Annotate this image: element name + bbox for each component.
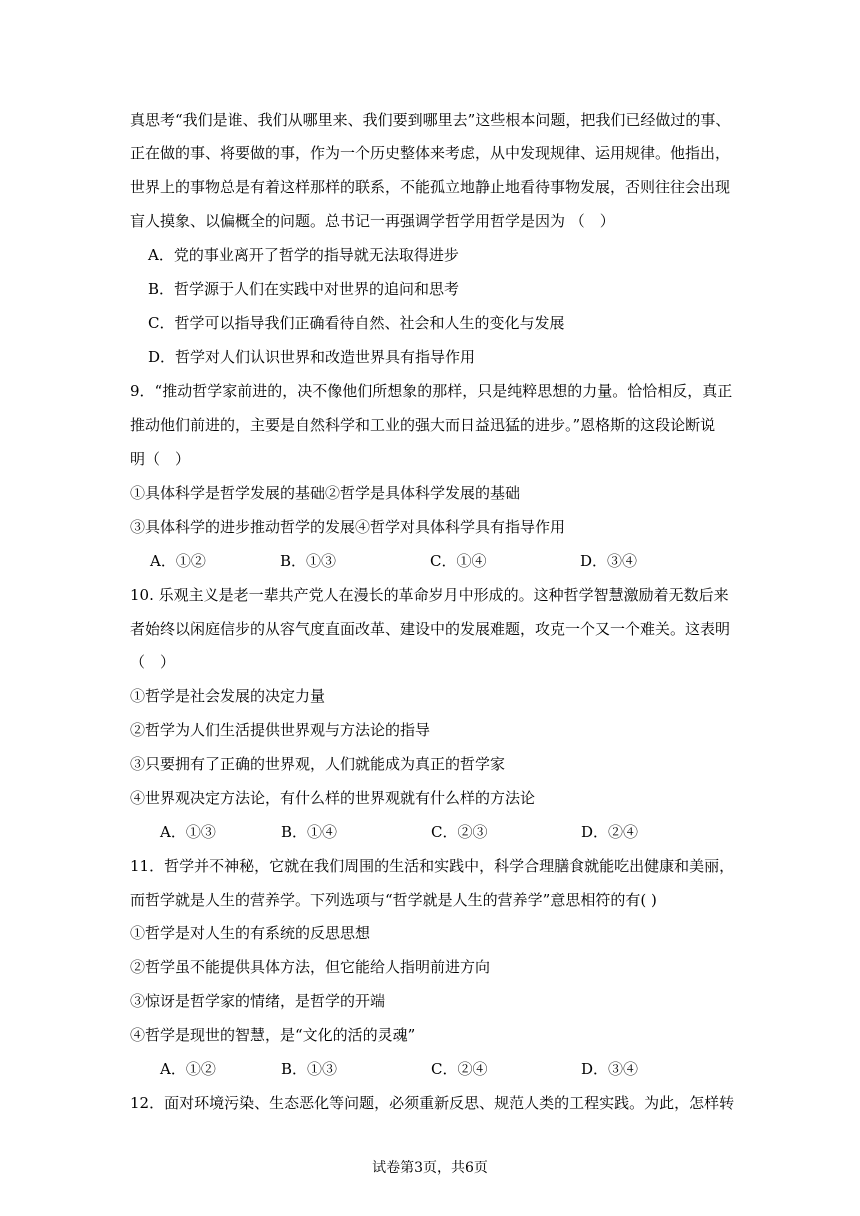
question-11-statement: ③惊讶是哲学家的情绪，是哲学的开端	[130, 992, 386, 1010]
choice-b: B．①④	[281, 823, 338, 841]
question-8-line: 正在做的事、将要做的事，作为一个历史整体来考虑，从中发现规律、运用规律。他指出，	[130, 144, 731, 162]
question-8-line: 世界上的事物总是有着这样那样的联系，不能孤立地静止地看待事物发展，否则往往会出现	[130, 178, 731, 196]
question-8-option-b: B．哲学源于人们在实践中对世界的追问和思考	[148, 280, 460, 298]
choice-a: A．①③	[160, 823, 216, 841]
question-10-line: 者始终以闲庭信步的从容气度直面改革、建设中的发展难题，攻克一个又一个难关。这表明	[130, 620, 731, 638]
question-10-statement: ④世界观决定方法论，有什么样的世界观就有什么样的方法论	[130, 789, 536, 807]
choice-a: A．①②	[150, 552, 206, 570]
choice-c: C．②③	[431, 823, 488, 841]
question-10-statement: ③只要拥有了正确的世界观，人们就能成为真正的哲学家	[130, 755, 506, 773]
question-11-choices	[0, 1059, 860, 1079]
question-8-option-a: A．党的事业离开了哲学的指导就无法取得进步	[148, 246, 459, 264]
question-10-line: 10. 乐观主义是老一辈共产党人在漫长的革命岁月中形成的。这种哲学智慧激励着无数后来	[130, 586, 729, 604]
question-10-statement: ②哲学为人们生活提供世界观与方法论的指导	[130, 721, 431, 739]
question-11-statement: ④哲学是现世的智慧，是“文化的活的灵魂”	[130, 1026, 416, 1044]
question-9-statement: ③具体科学的进步推动哲学的发展④哲学对具体科学具有指导作用	[130, 518, 566, 536]
question-10-choices	[0, 822, 860, 842]
question-9-line: 9．“推动哲学家前进的，决不像他们所想象的那样，只是纯粹思想的力量。恰恰相反，真正	[130, 382, 733, 400]
choice-b: B．①③	[280, 552, 337, 570]
choice-d: D．③④	[581, 1060, 639, 1078]
choice-d: D．②④	[581, 823, 639, 841]
question-12-line: 12．面对环境污染、生态恶化等问题，必须重新反思、规范人类的工程实践。为此，怎样转	[130, 1094, 735, 1112]
question-10-statement: ①哲学是社会发展的决定力量	[130, 687, 326, 705]
question-8-option-d: D．哲学对人们认识世界和改造世界具有指导作用	[148, 348, 476, 366]
choice-a: A．①②	[160, 1060, 216, 1078]
question-10-line: （ ）	[130, 653, 176, 671]
question-9-choices	[0, 551, 860, 571]
question-11-statement: ②哲学虽不能提供具体方法，但它能给人指明前进方向	[130, 958, 491, 976]
choice-b: B．①③	[281, 1060, 338, 1078]
question-8-option-c: C．哲学可以指导我们正确看待自然、社会和人生的变化与发展	[148, 314, 565, 332]
question-11-statement: ①哲学是对人生的有系统的反思思想	[130, 924, 371, 942]
question-8-line: 真思考“我们是谁、我们从哪里来、我们要到哪里去”这些根本问题，把我们已经做过的事、	[130, 111, 731, 129]
choice-c: C．①④	[430, 552, 487, 570]
choice-d: D．③④	[580, 552, 638, 570]
question-9-statement: ①具体科学是哲学发展的基础②哲学是具体科学发展的基础	[130, 484, 521, 502]
question-11-line: 而哲学就是人生的营养学。下列选项与“哲学就是人生的营养学”意思相符的有( )	[130, 891, 657, 909]
choice-c: C．②④	[431, 1060, 488, 1078]
page-footer: 试卷第3页，共6页	[372, 1160, 488, 1176]
question-8-line: 盲人摸象、以偏概全的问题。总书记一再强调学哲学用哲学是因为 （ ）	[130, 212, 615, 230]
question-9-line: 推动他们前进的，主要是自然科学和工业的强大而日益迅猛的进步。”恩格斯的这段论断说	[130, 416, 716, 434]
question-11-line: 11．哲学并不神秘，它就在我们周围的生活和实践中，科学合理膳食就能吃出健康和美丽，	[130, 857, 735, 875]
question-9-line: 明（ ）	[130, 450, 191, 468]
